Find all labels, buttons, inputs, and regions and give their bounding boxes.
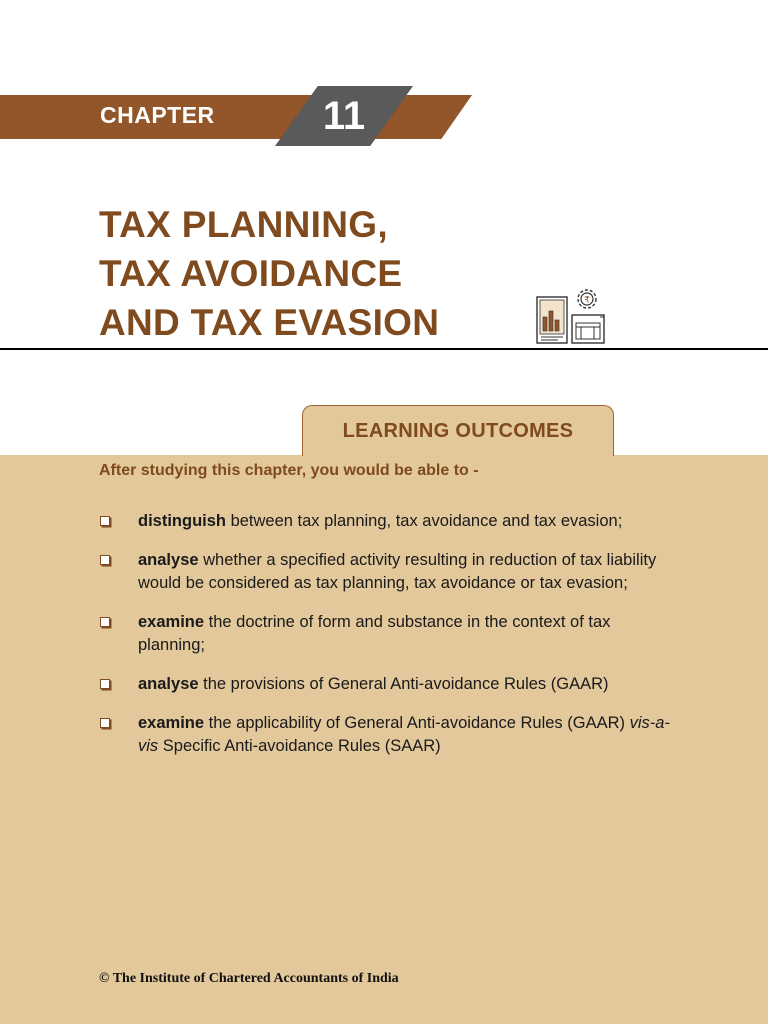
chapter-title (99, 200, 439, 347)
title-line: TAX AVOIDANCE (99, 253, 403, 294)
outcome-text: the provisions of General Anti-avoidance Rules (GAAR) (198, 675, 609, 693)
tax-document-icon (534, 287, 608, 347)
learning-outcomes-list (100, 510, 675, 758)
outcome-verb: examine (138, 613, 205, 631)
outcome-verb: examine (138, 714, 205, 732)
list-item (100, 510, 675, 533)
chapter-label: CHAPTER (100, 102, 215, 128)
chapter-number: 11 (322, 93, 366, 138)
title-line: AND TAX EVASION (99, 302, 440, 343)
checkbox-bullet-icon (100, 718, 110, 728)
rupee-symbol: ₹ (584, 295, 590, 306)
list-item (100, 611, 675, 657)
outcome-verb: distinguish (138, 512, 226, 530)
checkbox-bullet-icon (100, 516, 110, 526)
outcome-verb: analyse (138, 675, 199, 693)
outcome-text: whether a specified activity resulting in reduction of tax liability would be considered as tax planning, tax avoidance or tax evasion; (138, 551, 657, 592)
checkbox-bullet-icon (100, 679, 110, 689)
outcome-text-italic: vis-a-vis (138, 714, 670, 755)
list-item (100, 549, 675, 595)
outcome-verb: analyse (138, 551, 199, 569)
learning-outcomes-heading: LEARNING OUTCOMES (302, 405, 614, 456)
list-item (100, 673, 675, 696)
outcome-text: between tax planning, tax avoidance and tax evasion; (226, 512, 623, 530)
title-divider (0, 348, 768, 350)
learning-outcomes-intro: After studying this chapter, you would be able to - (99, 462, 479, 479)
outcome-text: the doctrine of form and substance in the context of tax planning; (138, 613, 611, 654)
list-item (100, 712, 675, 758)
checkbox-bullet-icon (100, 555, 110, 565)
outcome-text: the applicability of General Anti-avoidance Rules (GAAR) (204, 714, 630, 732)
copyright-footer: © The Institute of Chartered Accountants of India (99, 971, 399, 986)
outcome-text: Specific Anti-avoidance Rules (SAAR) (158, 737, 441, 755)
title-line: TAX PLANNING, (99, 204, 388, 245)
checkbox-bullet-icon (100, 617, 110, 627)
